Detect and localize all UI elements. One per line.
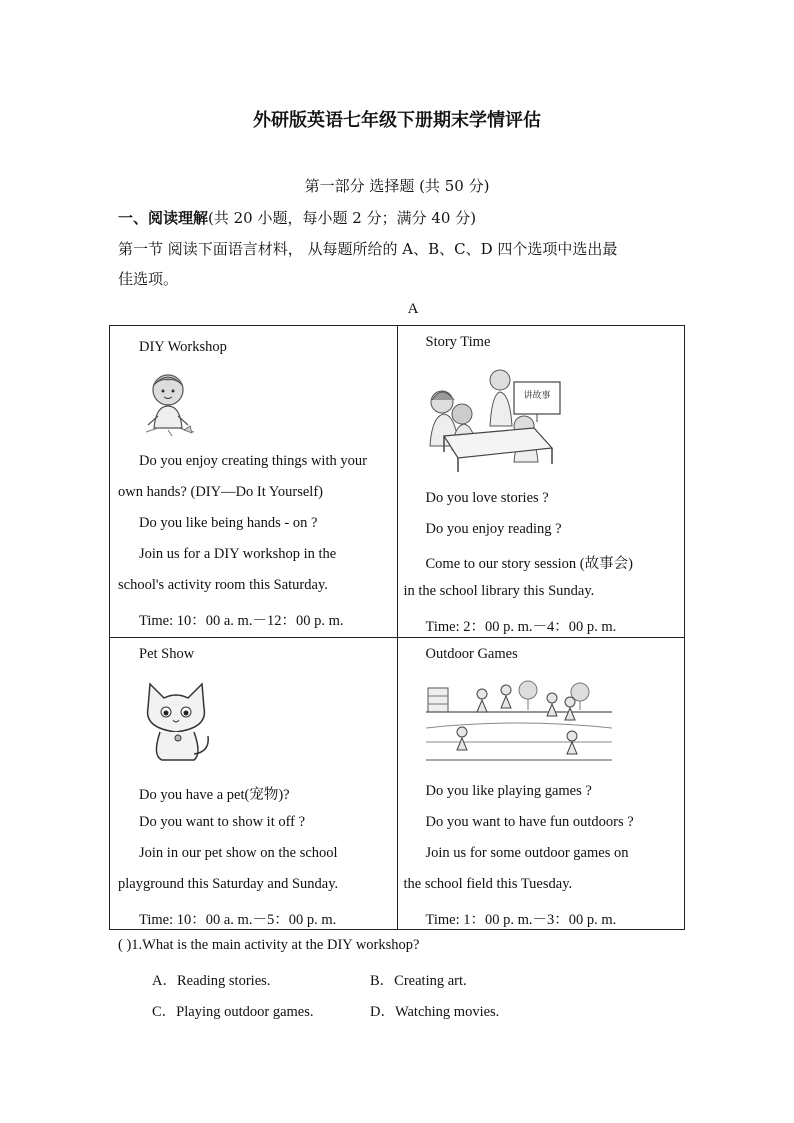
board-text: 讲故事 xyxy=(522,391,551,401)
child-crafting-illustration xyxy=(138,370,202,440)
page-title: 外研版英语七年级下册期末学情评估 xyxy=(253,110,541,131)
card-line: school's activity room this Saturday. xyxy=(118,577,328,593)
story-time-illustration xyxy=(424,366,564,472)
card-line: Do you want to show it off ? xyxy=(139,814,306,830)
outdoor-games-illustration xyxy=(426,678,612,762)
card-line: in the school library this Sunday. xyxy=(403,583,595,599)
section-label: 一、阅读理解 xyxy=(118,209,209,227)
card-title: Outdoor Games xyxy=(425,646,518,662)
section-note: (共 20 小题，每小题 2 分；满分 40 分) xyxy=(208,209,477,227)
card-time: Time: 10：00 a. m.－5：00 p. m. xyxy=(139,912,337,928)
cat-illustration xyxy=(138,678,214,764)
question-1: ( )1.What is the main activity at the DIY workshop? xyxy=(118,937,420,953)
card-pet-show xyxy=(110,638,398,930)
card-time: Time: 2：00 p. m.－4：00 p. m. xyxy=(425,619,617,635)
card-line: Do you enjoy reading ? xyxy=(425,521,562,537)
card-line: playground this Saturday and Sunday. xyxy=(118,876,339,892)
card-time: Time: 10：00 a. m.－12：00 p. m. xyxy=(139,613,344,629)
option-a[interactable]: A．Reading stories. xyxy=(152,973,271,989)
card-line: the school field this Tuesday. xyxy=(403,876,573,892)
card-line: Do you want to have fun outdoors ? xyxy=(425,814,634,830)
part-heading: 第一部分 选择题 (共 50 分) xyxy=(304,177,490,195)
card-title: Story Time xyxy=(425,334,491,350)
option-d[interactable]: D．Watching movies. xyxy=(370,1004,500,1020)
card-time: Time: 1：00 p. m.－3：00 p. m. xyxy=(425,912,617,928)
notice-table xyxy=(109,325,685,930)
card-line: own hands? (DIY—Do It Yourself) xyxy=(118,484,323,500)
card-line: Do you like being hands - on ? xyxy=(139,515,318,531)
section-heading xyxy=(118,207,476,228)
card-diy-workshop xyxy=(110,326,398,638)
instruction-line-1: 第一节 阅读下面语言材料， 从每题所给的 A、B、C、D 四个选项中选出最 xyxy=(118,240,618,258)
card-line: Do you like playing games ? xyxy=(425,783,592,799)
card-line: Join us for a DIY workshop in the xyxy=(139,546,337,562)
card-title: Pet Show xyxy=(139,646,195,662)
option-b[interactable]: B．Creating art. xyxy=(370,973,467,989)
passage-label: A xyxy=(407,301,419,317)
instruction-line-2: 佳选项。 xyxy=(118,270,179,288)
card-line: Join in our pet show on the school xyxy=(139,845,338,861)
card-line: Do you love stories ? xyxy=(425,490,549,506)
card-line: Come to our story session (故事会) xyxy=(425,556,633,572)
card-outdoor-games xyxy=(397,638,685,930)
card-title: DIY Workshop xyxy=(139,339,227,355)
card-line: Do you have a pet(宠物)? xyxy=(139,787,290,803)
card-line: Join us for some outdoor games on xyxy=(425,845,629,861)
option-c[interactable]: C．Playing outdoor games. xyxy=(152,1004,314,1020)
card-story-time xyxy=(397,326,685,638)
card-line: Do you enjoy creating things with your xyxy=(139,453,367,469)
